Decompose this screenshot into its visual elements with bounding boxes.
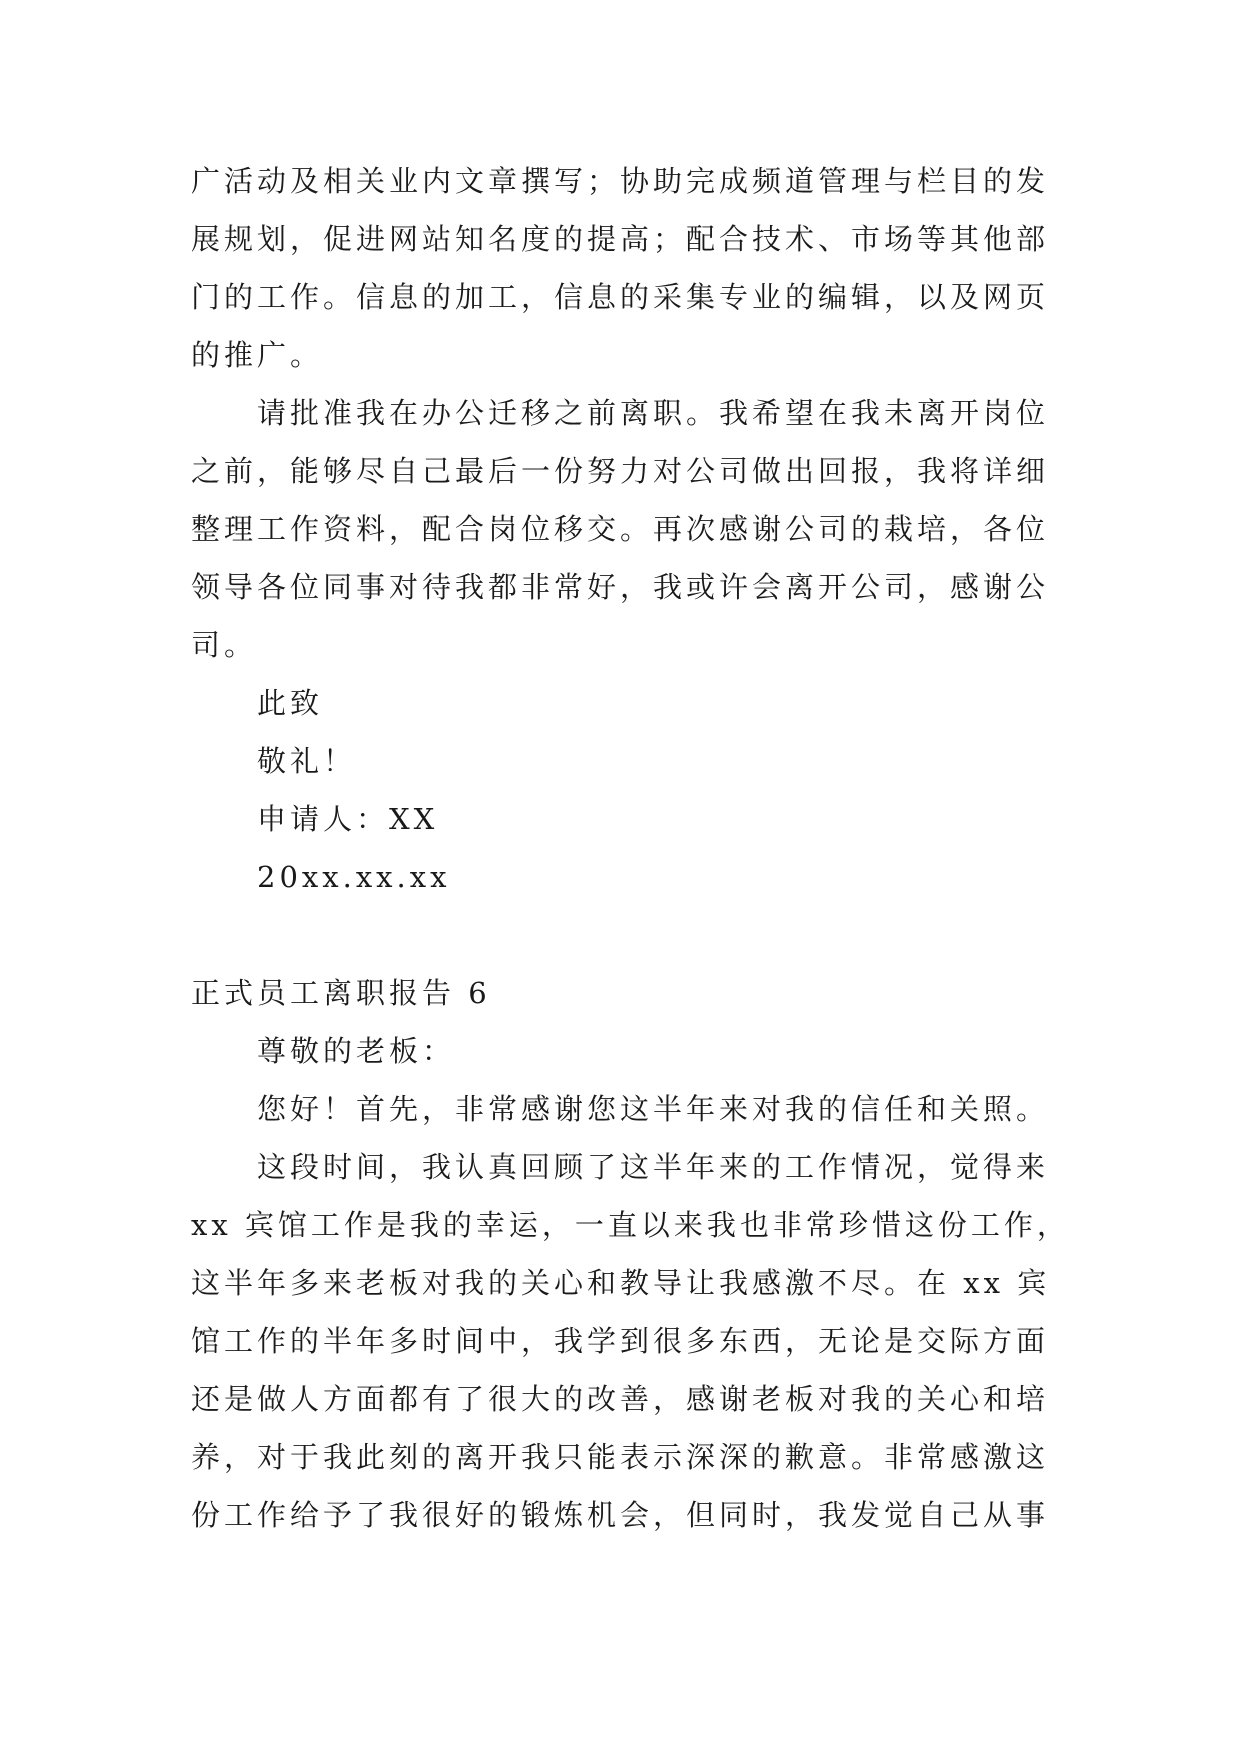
applicant-signature: 申请人：XX: [257, 802, 439, 836]
date-text: 20xx.xx.xx: [257, 860, 451, 894]
paragraph-line: 还是做人方面都有了很大的改善，感谢老板对我的关心和培: [191, 1382, 1050, 1416]
paragraph-line: 广活动及相关业内文章撰写；协助完成频道管理与栏目的发: [191, 164, 1050, 198]
paragraph-line: 份工作给予了我很好的锻炼机会，但同时，我发觉自己从事: [191, 1498, 1050, 1532]
regards-text: 敬礼！: [257, 744, 357, 778]
closing-text: 此致: [257, 686, 324, 720]
document-body: [191, 152, 1071, 1544]
paragraph-line: 司。: [191, 628, 258, 662]
salutation: 尊敬的老板：: [257, 1034, 456, 1068]
paragraph-line: 展规划，促进网站知名度的提高；配合技术、市场等其他部: [191, 222, 1050, 256]
paragraph-line: 领导各位同事对待我都非常好，我或许会离开公司，感谢公: [191, 570, 1050, 604]
section-spacer: [191, 906, 1071, 964]
paragraph-line: xx 宾馆工作是我的幸运，一直以来我也非常珍惜这份工作，: [191, 1208, 1070, 1242]
paragraph-line: 的推广。: [191, 338, 324, 372]
greeting: 您好！首先，非常感谢您这半年来对我的信任和关照。: [257, 1092, 1050, 1126]
paragraph-line: 之前，能够尽自己最后一份努力对公司做出回报，我将详细: [191, 454, 1050, 488]
paragraph-line: 门的工作。信息的加工，信息的采集专业的编辑，以及网页: [191, 280, 1050, 314]
paragraph-line: 馆工作的半年多时间中，我学到很多东西，无论是交际方面: [191, 1324, 1050, 1358]
paragraph-line: 整理工作资料，配合岗位移交。再次感谢公司的栽培，各位: [191, 512, 1050, 546]
paragraph-line: 这半年多来老板对我的关心和教导让我感激不尽。在 xx 宾: [191, 1266, 1051, 1300]
section-title: 正式员工离职报告 6: [191, 976, 491, 1010]
paragraph-line: 养，对于我此刻的离开我只能表示深深的歉意。非常感激这: [191, 1440, 1050, 1474]
paragraph-line: 请批准我在办公迁移之前离职。我希望在我未离开岗位: [257, 396, 1050, 430]
paragraph-line: 这段时间，我认真回顾了这半年来的工作情况，觉得来: [257, 1150, 1050, 1184]
